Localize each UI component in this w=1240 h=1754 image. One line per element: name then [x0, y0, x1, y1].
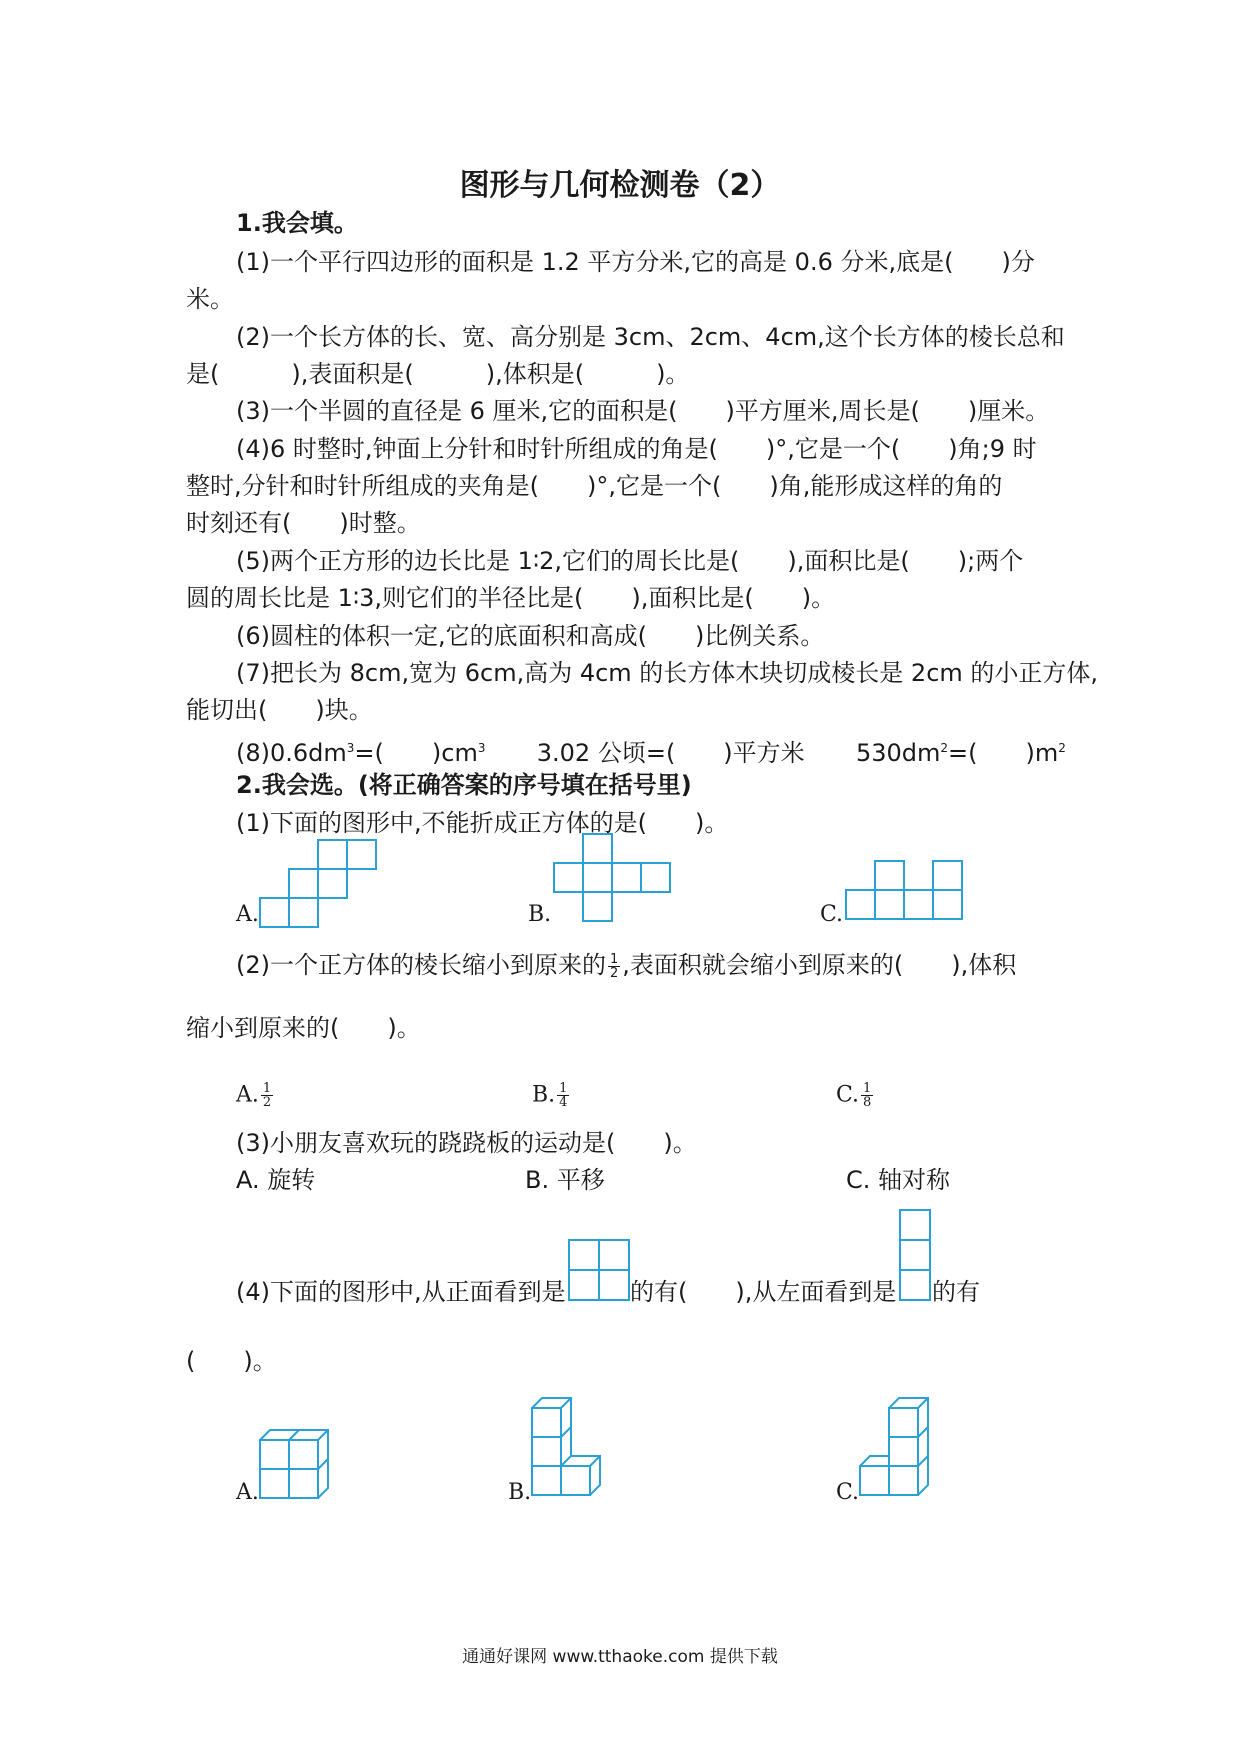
q2-1-label-a: A.	[236, 902, 259, 927]
q1-8-part2: =( )cm	[354, 739, 478, 767]
q2-3-option-b: B. 平移	[525, 1166, 605, 1194]
section1-heading: 1.我会填。	[236, 209, 358, 237]
q1-5-line2: 圆的周长比是 1∶3,则它们的半径比是( ),面积比是( )。	[186, 584, 836, 612]
q1-8	[236, 731, 1066, 770]
q2-1-label-b: B.	[528, 902, 552, 927]
q1-7-line1: (7)把长为 8cm,宽为 6cm,高为 4cm 的长方体木块切成棱长是 2cm 的小正方体,	[236, 659, 1099, 687]
page-title: 图形与几何检测卷（2）	[459, 168, 781, 203]
q2-2-option-c	[836, 1082, 875, 1109]
q2-2-option-a-den: 2	[262, 1095, 272, 1110]
q2-2-option-c-num: 1	[863, 1081, 872, 1096]
q2-2-option-b-label: B.	[532, 1082, 556, 1108]
q1-1-line2: 米。	[186, 285, 234, 313]
q2-2-option-b-den: 4	[559, 1095, 568, 1110]
q2-2-fraction	[608, 953, 620, 980]
q2-2-frac-num: 1	[610, 951, 619, 967]
q2-2-text-post: ,表面积就会缩小到原来的( ),体积	[622, 951, 1017, 979]
q1-8-sup1: 3	[346, 741, 355, 755]
q1-8-part1: (8)0.6dm	[236, 739, 347, 767]
net-a-figure	[258, 836, 388, 932]
front-view-figure	[567, 1238, 631, 1302]
q2-4-line2: ( )。	[186, 1347, 277, 1375]
q1-8-sup2: 3	[477, 741, 486, 755]
q2-3-option-a: A. 旋转	[236, 1166, 316, 1194]
q1-4-line3: 时刻还有( )时整。	[186, 509, 421, 537]
q1-7-line2: 能切出( )块。	[186, 696, 373, 724]
footer-text: 通通好课网 www.tthaoke.com 提供下载	[462, 1647, 778, 1667]
net-b-figure	[550, 830, 680, 932]
q2-4-text-1: (4)下面的图形中,从正面看到是	[236, 1278, 566, 1306]
q2-3-option-c: C. 轴对称	[846, 1166, 951, 1194]
q2-2-option-b	[532, 1082, 571, 1109]
q2-2-option-b-num: 1	[559, 1081, 568, 1096]
q2-2-option-c-label: C.	[836, 1082, 860, 1108]
left-view-figure	[898, 1208, 932, 1302]
q1-5-line1: (5)两个正方形的边长比是 1∶2,它们的周长比是( ),面积比是( );两个	[236, 547, 1024, 575]
q2-2-line1	[236, 948, 1016, 982]
q2-4-label-a: A.	[236, 1480, 259, 1505]
q1-1-line1: (1)一个平行四边形的面积是 1.2 平方分米,它的高是 0.6 分米,底是( )分	[236, 248, 1035, 276]
q2-2-option-a-num: 1	[262, 1081, 272, 1096]
q2-1: (1)下面的图形中,不能折成正方体的是( )。	[236, 809, 729, 837]
q1-2-line2: 是( ),表面积是( ),体积是( )。	[186, 360, 690, 388]
q2-2-line2: 缩小到原来的( )。	[186, 1014, 421, 1042]
q1-6: (6)圆柱的体积一定,它的底面积和高成( )比例关系。	[236, 622, 825, 650]
q2-2-option-a	[236, 1082, 275, 1109]
cubes-a-figure	[258, 1426, 338, 1506]
q2-4-label-b: B.	[508, 1480, 532, 1505]
q1-8-part3: 3.02 公顷=( )平方米	[536, 739, 805, 767]
q2-2-option-c-den: 8	[863, 1095, 872, 1110]
q1-8-sup5: 2	[1058, 741, 1066, 755]
q2-1-label-c: C.	[820, 902, 844, 927]
section2-heading: 2.我会选。(将正确答案的序号填在括号里)	[236, 771, 692, 799]
q1-3: (3)一个半圆的直径是 6 厘米,它的面积是( )平方厘米,周长是( )厘米。	[236, 397, 1050, 425]
net-c-figure	[844, 856, 974, 932]
cubes-b-figure	[530, 1394, 610, 1506]
q2-3: (3)小朋友喜欢玩的跷跷板的运动是( )。	[236, 1129, 697, 1157]
q2-2-frac-den: 2	[610, 965, 619, 981]
cubes-c-figure	[858, 1394, 938, 1506]
q2-4-text-2: 的有( ),从左面看到是	[630, 1278, 897, 1306]
q1-8-part4: 530dm	[855, 739, 941, 767]
q1-4-line2: 整时,分针和时针所组成的夹角是( )°,它是一个( )角,能形成这样的角的	[186, 472, 1003, 500]
q1-4-line1: (4)6 时整时,钟面上分针和时针所组成的角是( )°,它是一个( )角;9 时	[236, 435, 1037, 463]
q2-4-label-c: C.	[836, 1480, 860, 1505]
q2-2-text-pre: (2)一个正方体的棱长缩小到原来的	[236, 951, 606, 979]
q2-4-text-3: 的有	[932, 1278, 980, 1306]
q1-8-sup4: 2	[940, 741, 949, 755]
q1-8-part5: =( )m	[948, 739, 1059, 767]
q2-2-option-a-label: A.	[236, 1082, 259, 1108]
q1-2-line1: (2)一个长方体的长、宽、高分别是 3cm、2cm、4cm,这个长方体的棱长总和	[236, 323, 1065, 351]
